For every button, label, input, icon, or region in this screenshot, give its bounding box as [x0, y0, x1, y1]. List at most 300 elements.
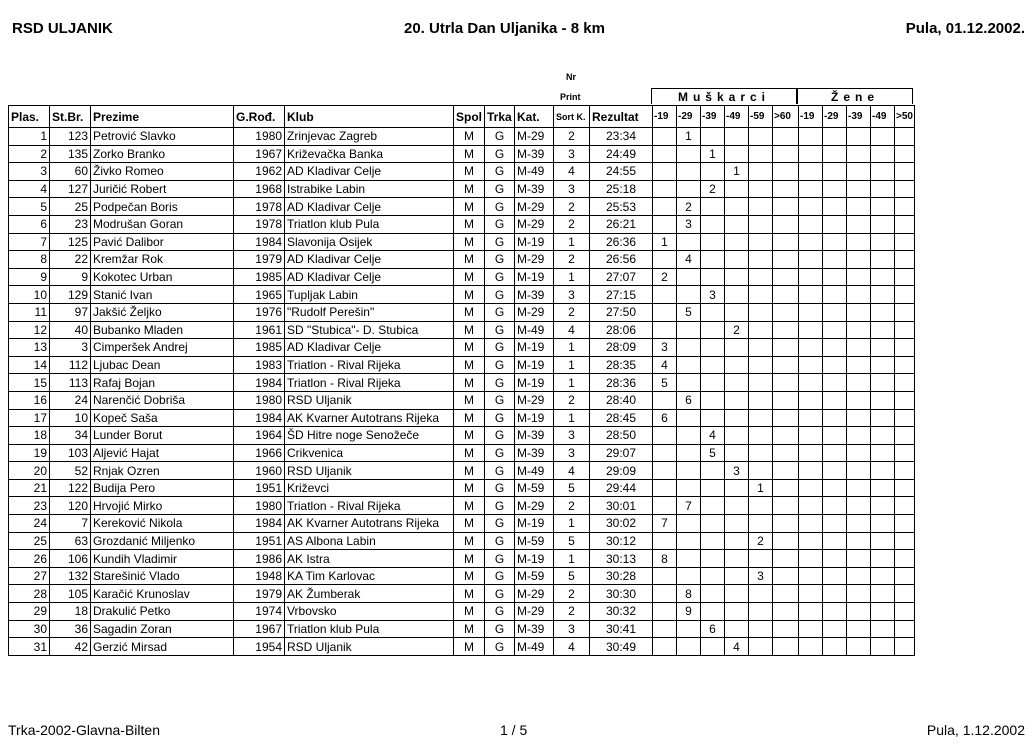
cell-kat: M-19: [515, 515, 554, 533]
cell-men-rank: [773, 145, 799, 163]
cell-trka: G: [485, 585, 515, 603]
cell-men-rank: [653, 303, 677, 321]
table-row: [9, 427, 915, 445]
cell-club: AD Kladivar Celje: [285, 339, 454, 357]
cell-women-rank: [895, 444, 915, 462]
cell-sort: 2: [554, 497, 590, 515]
cell-men-rank: [701, 532, 725, 550]
cell-men-rank: [701, 391, 725, 409]
column-header: -29: [823, 106, 847, 128]
cell-sort: 1: [554, 356, 590, 374]
cell-year: 1962: [234, 163, 285, 181]
cell-men-rank: [701, 567, 725, 585]
table-row: [9, 462, 915, 480]
cell-sort: 5: [554, 567, 590, 585]
cell-res: 29:44: [590, 479, 653, 497]
cell-plas: 1: [9, 128, 50, 146]
cell-kat: M-19: [515, 374, 554, 392]
cell-women-rank: [799, 567, 823, 585]
cell-men-rank: [773, 163, 799, 181]
cell-women-rank: [847, 180, 871, 198]
cell-year: 1984: [234, 515, 285, 533]
cell-men-rank: [653, 321, 677, 339]
cell-res: 30:13: [590, 550, 653, 568]
cell-name: Petrović Slavko: [91, 128, 234, 146]
cell-women-rank: [895, 163, 915, 181]
cell-men-rank: [653, 163, 677, 181]
cell-men-rank: 8: [677, 585, 701, 603]
cell-men-rank: 1: [701, 145, 725, 163]
column-header: -19: [799, 106, 823, 128]
cell-res: 25:18: [590, 180, 653, 198]
cell-club: AK Kvarner Autotrans Rijeka: [285, 515, 454, 533]
cell-men-rank: [773, 268, 799, 286]
cell-men-rank: [653, 427, 677, 445]
cell-sort: 4: [554, 321, 590, 339]
cell-stbr: 63: [50, 532, 91, 550]
cell-women-rank: [799, 233, 823, 251]
cell-trka: G: [485, 515, 515, 533]
cell-men-rank: [749, 356, 773, 374]
cell-women-rank: [895, 462, 915, 480]
cell-men-rank: [677, 180, 701, 198]
cell-year: 1951: [234, 532, 285, 550]
cell-women-rank: [895, 603, 915, 621]
cell-men-rank: [701, 479, 725, 497]
cell-trka: G: [485, 427, 515, 445]
cell-name: Juričić Robert: [91, 180, 234, 198]
cell-res: 27:50: [590, 303, 653, 321]
cell-plas: 10: [9, 286, 50, 304]
column-header: -39: [847, 106, 871, 128]
cell-men-rank: [749, 444, 773, 462]
cell-men-rank: [749, 497, 773, 515]
cell-year: 1978: [234, 198, 285, 216]
cell-club: RSD Uljanik: [285, 391, 454, 409]
cell-men-rank: 1: [653, 233, 677, 251]
cell-men-rank: 2: [749, 532, 773, 550]
cell-women-rank: [895, 233, 915, 251]
cell-men-rank: 3: [677, 215, 701, 233]
cell-women-rank: [871, 163, 895, 181]
cell-name: Budija Pero: [91, 479, 234, 497]
cell-name: Lunder Borut: [91, 427, 234, 445]
column-header: -49: [725, 106, 749, 128]
cell-women-rank: [823, 620, 847, 638]
cell-year: 1965: [234, 286, 285, 304]
cell-spol: M: [454, 198, 485, 216]
cell-stbr: 34: [50, 427, 91, 445]
cell-kat: M-39: [515, 180, 554, 198]
cell-women-rank: [871, 391, 895, 409]
cell-men-rank: [677, 233, 701, 251]
cell-kat: M-29: [515, 215, 554, 233]
cell-women-rank: [799, 585, 823, 603]
cell-kat: M-59: [515, 567, 554, 585]
footer-page: 1 / 5: [500, 722, 528, 738]
cell-plas: 17: [9, 409, 50, 427]
cell-year: 1979: [234, 585, 285, 603]
cell-men-rank: [773, 497, 799, 515]
cell-kat: M-49: [515, 321, 554, 339]
nr-label: Nr: [566, 72, 577, 82]
cell-name: Sagadin Zoran: [91, 620, 234, 638]
cell-women-rank: [847, 356, 871, 374]
cell-women-rank: [871, 251, 895, 269]
cell-women-rank: [847, 409, 871, 427]
footer-doc: Trka-2002-Glavna-Bilten: [8, 722, 160, 738]
cell-women-rank: [895, 180, 915, 198]
cell-stbr: 9: [50, 268, 91, 286]
cell-men-rank: [749, 268, 773, 286]
cell-men-rank: [749, 391, 773, 409]
cell-women-rank: [823, 303, 847, 321]
cell-men-rank: [725, 567, 749, 585]
cell-year: 1979: [234, 251, 285, 269]
cell-trka: G: [485, 215, 515, 233]
cell-women-rank: [823, 427, 847, 445]
cell-trka: G: [485, 198, 515, 216]
cell-plas: 6: [9, 215, 50, 233]
cell-name: Kereković Nikola: [91, 515, 234, 533]
cell-name: Rnjak Ozren: [91, 462, 234, 480]
cell-name: Kremžar Rok: [91, 251, 234, 269]
cell-sort: 3: [554, 444, 590, 462]
cell-women-rank: [847, 215, 871, 233]
cell-women-rank: [799, 128, 823, 146]
cell-women-rank: [871, 515, 895, 533]
cell-sort: 5: [554, 479, 590, 497]
cell-women-rank: [823, 339, 847, 357]
cell-name: Kokotec Urban: [91, 268, 234, 286]
cell-trka: G: [485, 444, 515, 462]
cell-women-rank: [823, 409, 847, 427]
cell-women-rank: [895, 198, 915, 216]
cell-men-rank: [749, 145, 773, 163]
cell-men-rank: 3: [725, 462, 749, 480]
cell-res: 26:21: [590, 215, 653, 233]
cell-kat: M-39: [515, 145, 554, 163]
cell-stbr: 97: [50, 303, 91, 321]
cell-year: 1967: [234, 145, 285, 163]
cell-res: 30:28: [590, 567, 653, 585]
cell-name: Starešinić Vlado: [91, 567, 234, 585]
cell-women-rank: [799, 479, 823, 497]
cell-plas: 24: [9, 515, 50, 533]
cell-plas: 2: [9, 145, 50, 163]
cell-women-rank: [799, 251, 823, 269]
cell-men-rank: [653, 638, 677, 656]
cell-women-rank: [871, 444, 895, 462]
column-header: Kat.: [515, 106, 554, 128]
cell-men-rank: [701, 638, 725, 656]
column-header: >50: [895, 106, 915, 128]
cell-spol: M: [454, 163, 485, 181]
cell-women-rank: [871, 180, 895, 198]
cell-men-rank: [749, 603, 773, 621]
cell-trka: G: [485, 409, 515, 427]
cell-sort: 3: [554, 427, 590, 445]
cell-plas: 4: [9, 180, 50, 198]
cell-res: 27:15: [590, 286, 653, 304]
cell-women-rank: [871, 638, 895, 656]
cell-plas: 31: [9, 638, 50, 656]
cell-spol: M: [454, 339, 485, 357]
cell-sort: 3: [554, 180, 590, 198]
cell-year: 1980: [234, 128, 285, 146]
cell-stbr: 125: [50, 233, 91, 251]
cell-men-rank: 9: [677, 603, 701, 621]
cell-men-rank: [773, 339, 799, 357]
cell-trka: G: [485, 303, 515, 321]
cell-stbr: 129: [50, 286, 91, 304]
cell-kat: M-29: [515, 198, 554, 216]
cell-plas: 9: [9, 268, 50, 286]
cell-name: Aljević Hajat: [91, 444, 234, 462]
cell-women-rank: [823, 180, 847, 198]
cell-trka: G: [485, 128, 515, 146]
column-header: Rezultat: [590, 106, 653, 128]
cell-plas: 11: [9, 303, 50, 321]
cell-spol: M: [454, 145, 485, 163]
cell-year: 1951: [234, 479, 285, 497]
cell-men-rank: [749, 339, 773, 357]
cell-women-rank: [847, 479, 871, 497]
cell-plas: 26: [9, 550, 50, 568]
cell-men-rank: [749, 233, 773, 251]
cell-sort: 2: [554, 303, 590, 321]
cell-men-rank: [653, 462, 677, 480]
cell-stbr: 25: [50, 198, 91, 216]
cell-women-rank: [847, 497, 871, 515]
cell-women-rank: [847, 550, 871, 568]
cell-spol: M: [454, 268, 485, 286]
cell-men-rank: [677, 620, 701, 638]
cell-women-rank: [799, 550, 823, 568]
table-row: [9, 603, 915, 621]
cell-men-rank: 2: [725, 321, 749, 339]
cell-women-rank: [823, 550, 847, 568]
cell-women-rank: [895, 339, 915, 357]
cell-men-rank: [653, 198, 677, 216]
cell-men-rank: [677, 268, 701, 286]
cell-trka: G: [485, 163, 515, 181]
cell-women-rank: [895, 128, 915, 146]
cell-stbr: 123: [50, 128, 91, 146]
cell-plas: 13: [9, 339, 50, 357]
cell-women-rank: [871, 339, 895, 357]
cell-women-rank: [799, 409, 823, 427]
cell-name: Cimperšek Andrej: [91, 339, 234, 357]
cell-women-rank: [871, 321, 895, 339]
cell-spol: M: [454, 374, 485, 392]
cell-women-rank: [823, 268, 847, 286]
cell-women-rank: [895, 532, 915, 550]
cell-trka: G: [485, 286, 515, 304]
cell-year: 1960: [234, 462, 285, 480]
cell-women-rank: [799, 198, 823, 216]
cell-women-rank: [895, 620, 915, 638]
cell-women-rank: [823, 497, 847, 515]
table-row: [9, 268, 915, 286]
cell-women-rank: [823, 532, 847, 550]
cell-kat: M-19: [515, 268, 554, 286]
table-row: [9, 550, 915, 568]
cell-women-rank: [847, 374, 871, 392]
cell-men-rank: [701, 163, 725, 181]
cell-trka: G: [485, 374, 515, 392]
cell-club: Križevačka Banka: [285, 145, 454, 163]
cell-men-rank: 6: [677, 391, 701, 409]
cell-women-rank: [823, 251, 847, 269]
cell-men-rank: [773, 620, 799, 638]
cell-women-rank: [895, 303, 915, 321]
cell-men-rank: 1: [749, 479, 773, 497]
cell-sort: 2: [554, 128, 590, 146]
cell-men-rank: [773, 321, 799, 339]
cell-men-rank: 7: [653, 515, 677, 533]
column-header: -29: [677, 106, 701, 128]
cell-club: KA Tim Karlovac: [285, 567, 454, 585]
cell-men-rank: [773, 251, 799, 269]
cell-kat: M-39: [515, 444, 554, 462]
cell-women-rank: [871, 603, 895, 621]
cell-year: 1966: [234, 444, 285, 462]
cell-stbr: 24: [50, 391, 91, 409]
cell-trka: G: [485, 638, 515, 656]
cell-women-rank: [871, 567, 895, 585]
cell-year: 1968: [234, 180, 285, 198]
cell-men-rank: [773, 303, 799, 321]
cell-women-rank: [847, 515, 871, 533]
cell-women-rank: [799, 180, 823, 198]
cell-women-rank: [847, 303, 871, 321]
cell-club: Triatlon klub Pula: [285, 620, 454, 638]
event-title: 20. Utrla Dan Uljanika - 8 km: [404, 20, 605, 37]
cell-women-rank: [847, 532, 871, 550]
cell-women-rank: [895, 374, 915, 392]
cell-res: 23:34: [590, 128, 653, 146]
cell-club: AK Žumberak: [285, 585, 454, 603]
cell-res: 27:07: [590, 268, 653, 286]
table-row: [9, 532, 915, 550]
cell-women-rank: [823, 321, 847, 339]
cell-men-rank: [725, 251, 749, 269]
cell-men-rank: [773, 444, 799, 462]
cell-men-rank: [653, 251, 677, 269]
cell-men-rank: [725, 286, 749, 304]
cell-women-rank: [895, 567, 915, 585]
cell-stbr: 113: [50, 374, 91, 392]
cell-men-rank: 2: [701, 180, 725, 198]
cell-plas: 27: [9, 567, 50, 585]
cell-women-rank: [895, 391, 915, 409]
cell-women-rank: [895, 145, 915, 163]
cell-trka: G: [485, 339, 515, 357]
results-table: [8, 105, 915, 656]
cell-res: 28:45: [590, 409, 653, 427]
cell-kat: M-49: [515, 462, 554, 480]
cell-sort: 4: [554, 638, 590, 656]
cell-spol: M: [454, 409, 485, 427]
table-row: [9, 286, 915, 304]
cell-men-rank: [653, 286, 677, 304]
cell-women-rank: [847, 427, 871, 445]
cell-plas: 18: [9, 427, 50, 445]
women-group-header: Žene: [797, 88, 913, 104]
cell-name: Podpečan Boris: [91, 198, 234, 216]
cell-women-rank: [799, 515, 823, 533]
cell-kat: M-19: [515, 409, 554, 427]
cell-men-rank: [653, 128, 677, 146]
cell-men-rank: [725, 339, 749, 357]
cell-women-rank: [799, 462, 823, 480]
cell-women-rank: [847, 286, 871, 304]
table-row: [9, 145, 915, 163]
cell-trka: G: [485, 479, 515, 497]
cell-men-rank: [701, 374, 725, 392]
footer-date: Pula, 1.12.2002: [926, 722, 1025, 738]
cell-men-rank: [653, 180, 677, 198]
cell-stbr: 52: [50, 462, 91, 480]
cell-year: 1948: [234, 567, 285, 585]
cell-women-rank: [847, 567, 871, 585]
cell-year: 1964: [234, 427, 285, 445]
cell-women-rank: [823, 374, 847, 392]
cell-club: SD "Stubica"- D. Stubica: [285, 321, 454, 339]
cell-plas: 8: [9, 251, 50, 269]
cell-men-rank: [725, 233, 749, 251]
cell-sort: 1: [554, 409, 590, 427]
cell-name: Drakulić Petko: [91, 603, 234, 621]
cell-women-rank: [799, 268, 823, 286]
cell-plas: 3: [9, 163, 50, 181]
cell-women-rank: [799, 638, 823, 656]
cell-men-rank: [677, 163, 701, 181]
cell-year: 1980: [234, 391, 285, 409]
cell-women-rank: [847, 339, 871, 357]
cell-kat: M-29: [515, 497, 554, 515]
cell-women-rank: [895, 356, 915, 374]
cell-women-rank: [847, 128, 871, 146]
cell-plas: 23: [9, 497, 50, 515]
cell-men-rank: [773, 356, 799, 374]
cell-trka: G: [485, 550, 515, 568]
cell-sort: 2: [554, 391, 590, 409]
cell-res: 26:56: [590, 251, 653, 269]
cell-plas: 28: [9, 585, 50, 603]
cell-men-rank: [749, 515, 773, 533]
cell-men-rank: [749, 215, 773, 233]
cell-men-rank: 4: [653, 356, 677, 374]
cell-men-rank: [677, 339, 701, 357]
cell-men-rank: 5: [701, 444, 725, 462]
cell-men-rank: [701, 497, 725, 515]
cell-men-rank: 1: [677, 128, 701, 146]
cell-women-rank: [823, 198, 847, 216]
cell-kat: M-19: [515, 233, 554, 251]
cell-women-rank: [847, 391, 871, 409]
cell-men-rank: [773, 427, 799, 445]
cell-women-rank: [823, 233, 847, 251]
cell-sort: 3: [554, 620, 590, 638]
table-row: [9, 479, 915, 497]
cell-res: 26:36: [590, 233, 653, 251]
cell-club: RSD Uljanik: [285, 462, 454, 480]
cell-kat: M-19: [515, 356, 554, 374]
cell-res: 29:07: [590, 444, 653, 462]
cell-men-rank: [701, 128, 725, 146]
